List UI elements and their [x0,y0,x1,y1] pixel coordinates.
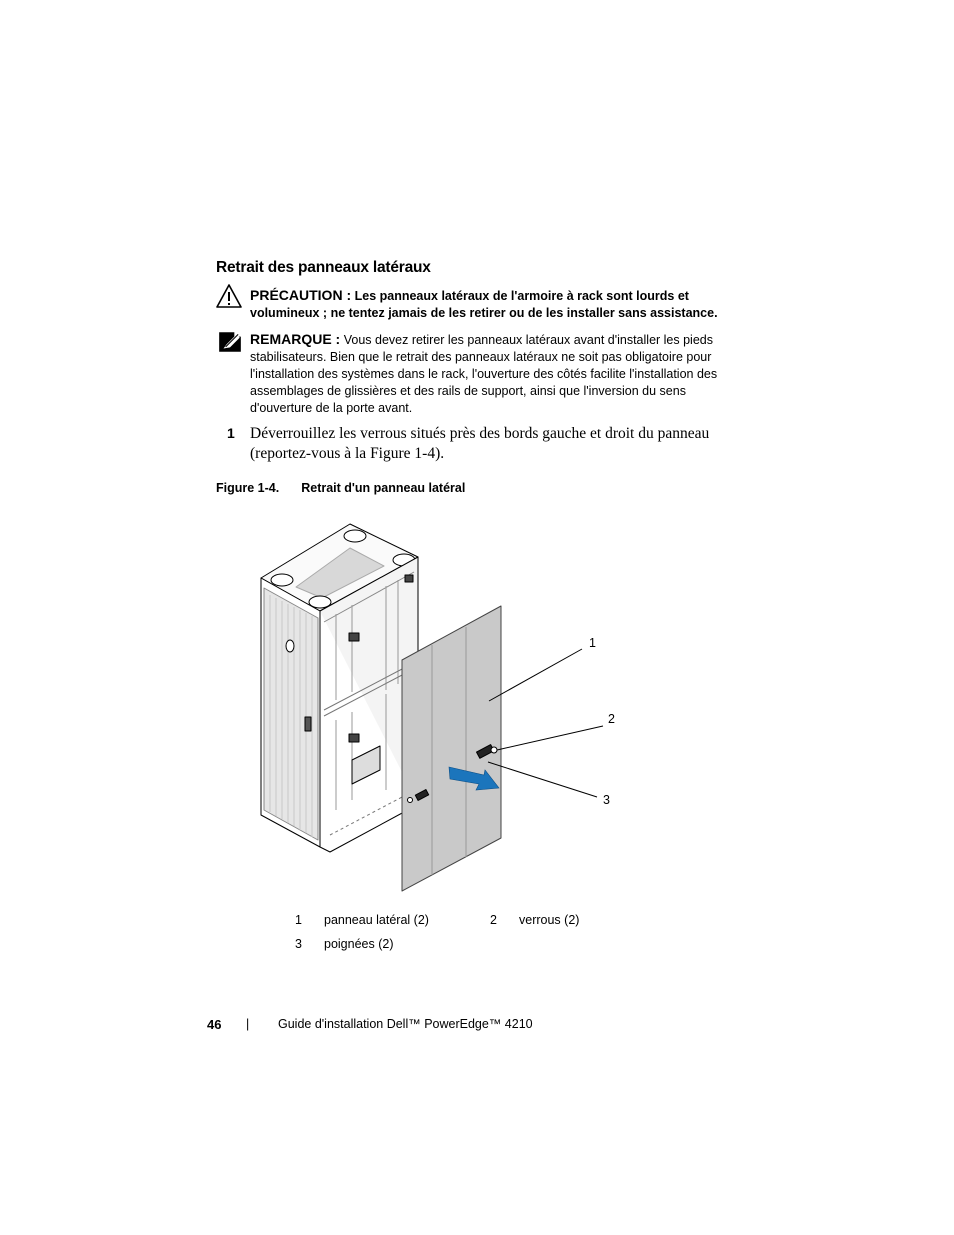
legend-number-1: 1 [295,913,302,927]
step-text: Déverrouillez les verrous situés près des bords gauche et droit du panneau (reportez-vous à la Figure 1-4). [250,425,710,462]
figure-title: Retrait d'un panneau latéral [301,481,466,495]
footer-title: Guide d'installation Dell™ PowerEdge™ 4210 [278,1017,533,1031]
figure-label: Figure 1-4. [216,481,280,495]
callout-1: 1 [589,636,596,650]
legend-number-2: 2 [490,913,497,927]
legend-number-3: 3 [295,937,302,951]
caution-body: Les panneaux latéraux de l'armoire à rack sont lourds et volumineux ; ne tentez jamais de les retirer ou de les installer sans assistance. [250,289,718,320]
legend-text-3: poignées (2) [324,937,394,951]
callout-3: 3 [603,793,610,807]
remark-label: REMARQUE : [250,331,341,347]
legend-text-2: verrous (2) [519,913,580,927]
footer-separator: | [246,1017,250,1031]
step-number: 1 [227,425,235,441]
section-heading: Retrait des panneaux latéraux [216,259,431,276]
caution-label: PRÉCAUTION : [250,287,352,303]
page-number: 46 [207,1017,222,1032]
remark-body: Vous devez retirer les panneaux latéraux avant d'installer les pieds stabilisateurs. Bien que le retrait des panneaux latéraux ne soit pas obligatoire pour l'installation des systèmes dans le rack, l'ouverture des côtés facilite l'installation des assemblages de glissières et des rails de support, ainsi que l'inversion du sens d'ouverture de la porte avant. [250,333,718,415]
legend-text-1: panneau latéral (2) [324,913,429,927]
callout-2: 2 [608,712,615,726]
